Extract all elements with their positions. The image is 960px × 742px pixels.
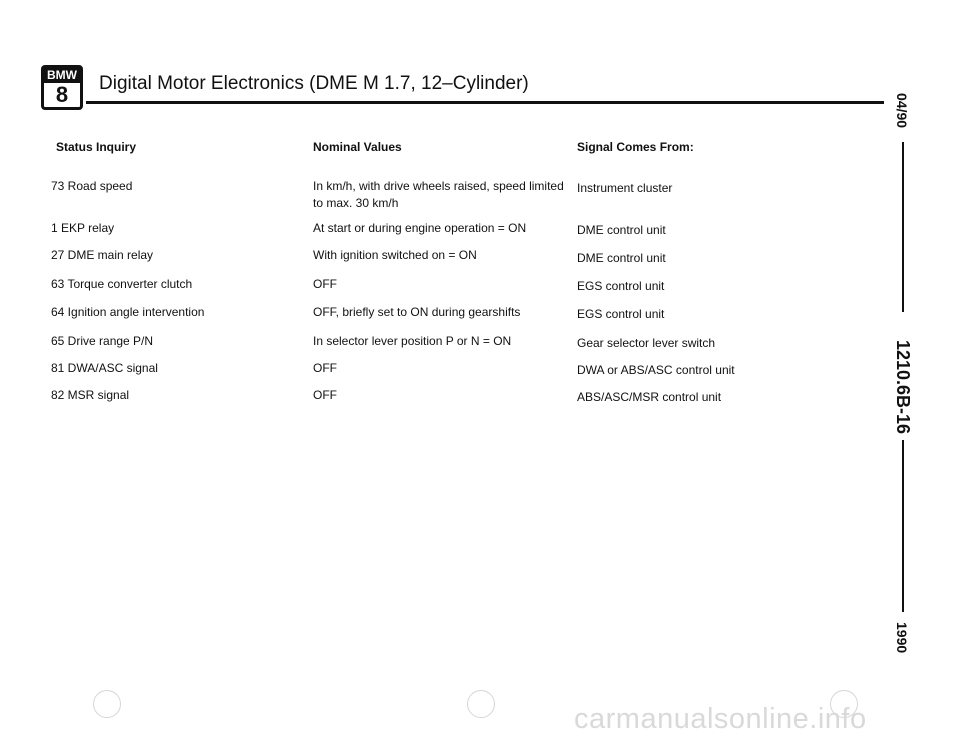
document-number: 1210.6B-16 xyxy=(893,340,913,435)
row-status: 27 DME main relay xyxy=(51,248,154,262)
row-nominal: In selector lever position P or N = ON xyxy=(313,334,512,348)
row-nominal: With ignition switched on = ON xyxy=(313,248,477,262)
header-rule xyxy=(86,101,884,104)
row-nominal: At start or during engine operation = ON xyxy=(313,221,527,235)
logo-series: 8 xyxy=(55,82,69,107)
row-status: 65 Drive range P/N xyxy=(51,334,154,348)
row-source: DME control unit xyxy=(577,251,666,265)
row-nominal: OFF xyxy=(313,388,337,402)
row-source: Instrument cluster xyxy=(577,181,673,195)
row-source: DME control unit xyxy=(577,223,666,237)
year: 1990 xyxy=(894,622,910,654)
binder-hole xyxy=(93,690,121,718)
logo-brand: BMW xyxy=(44,68,80,83)
row-status: 63 Torque converter clutch xyxy=(51,277,193,291)
column-header-status: Status Inquiry xyxy=(56,140,137,154)
margin-rule xyxy=(902,440,904,612)
row-source: ABS/ASC/MSR control unit xyxy=(577,390,722,404)
row-source: EGS control unit xyxy=(577,307,665,321)
row-source: DWA or ABS/ASC control unit xyxy=(577,363,735,377)
row-source: Gear selector lever switch xyxy=(577,336,716,350)
row-status: 64 Ignition angle intervention xyxy=(51,305,205,319)
row-status: 73 Road speed xyxy=(51,179,133,193)
row-status: 1 EKP relay xyxy=(51,221,115,235)
column-header-source: Signal Comes From: xyxy=(577,140,694,154)
date-code: 04/90 xyxy=(894,93,910,129)
row-nominal: OFF xyxy=(313,277,337,291)
column-header-nominal: Nominal Values xyxy=(313,140,402,154)
row-nominal: OFF xyxy=(313,361,337,375)
row-status: 81 DWA/ASC signal xyxy=(51,361,158,375)
row-nominal-continued: to max. 30 km/h xyxy=(313,196,399,210)
row-status: 82 MSR signal xyxy=(51,388,130,402)
page-title: Digital Motor Electronics (DME M 1.7, 12–Cylinder) xyxy=(99,73,529,94)
row-nominal: OFF, briefly set to ON during gearshifts xyxy=(313,305,521,319)
watermark: carmanualsonline.info xyxy=(574,703,867,735)
row-source: EGS control unit xyxy=(577,279,665,293)
bmw-logo xyxy=(41,65,83,110)
row-nominal: In km/h, with drive wheels raised, speed limited xyxy=(313,179,564,193)
margin-rule xyxy=(902,142,904,312)
binder-hole xyxy=(467,690,495,718)
